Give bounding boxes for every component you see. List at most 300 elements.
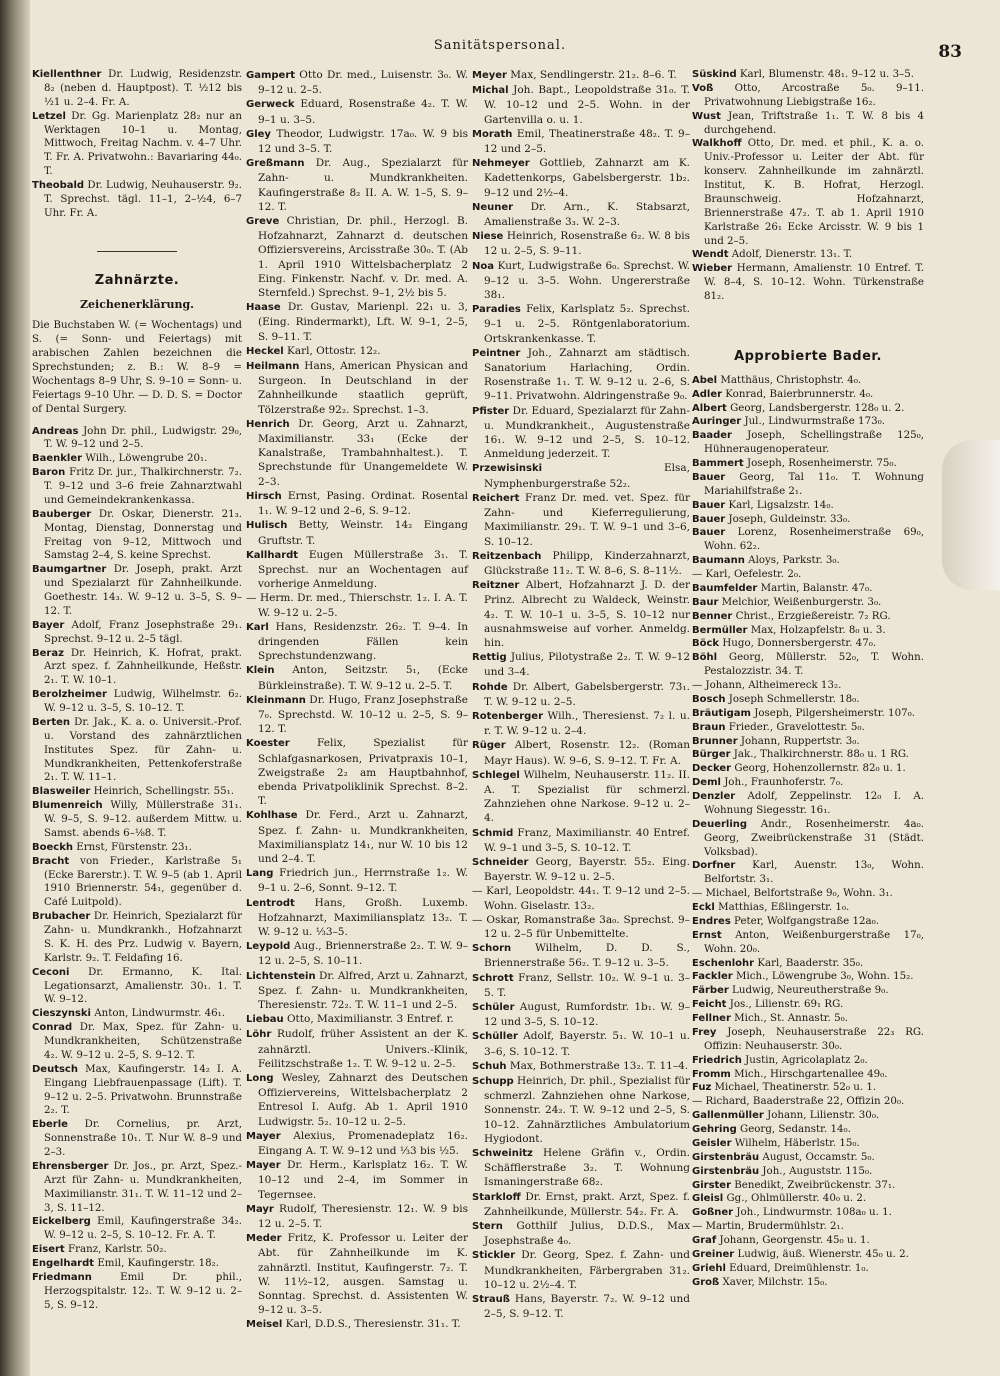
directory-entry: Denzler Adolf, Zeppelinstr. 12₀ I. A. Wohnung Siegesstr. 16₁. (692, 790, 924, 816)
dentist-list (692, 68, 924, 304)
directory-entry: Greve Christian, Dr. phil., Herzogl. B. Hofzahnarzt, Zahnarzt d. deutschen Offiziersvereins, Arcisstraße 30₀. T. (Ab 1. April 1910 Wittelsbacherplatz 2 Eing. Finkenstr. Nachf. v. Dr. med. A. Sternfeld.) Sprechst. 9–1, 2½ bis 5. (246, 215, 468, 300)
directory-entry: Fackler Mich., Löwengrube 3₀, Wohn. 15₂. (692, 970, 914, 983)
entry-surname: Süskind (692, 69, 737, 80)
directory-entry: Schüler August, Rumfordstr. 1b₁. W. 9–12 und 3–5, S. 10–12. (472, 1001, 690, 1029)
entry-surname: Leypold (246, 941, 291, 953)
entry-surname: Geisler (692, 1137, 732, 1149)
entry-surname: Paradies (472, 304, 521, 316)
entry-surname: Böhl (692, 652, 718, 664)
entry-surname: Schlegel (472, 769, 520, 781)
column-1 (32, 68, 242, 1313)
directory-entry: Bayer Adolf, Franz Josephstraße 29₁. Sprechst. 9–12 u. 2–5 tägl. (32, 618, 242, 645)
entry-surname: Gallenmüller (692, 1110, 764, 1122)
directory-entry: Peintner Joh., Zahnarzt am städtisch. Sanatorium Harlaching, Ordin. Rosenstraße 1₁. T. W. 9–12 u. 2–6, S. 9–11. Privatwohn. Aldringenstraße 9₀. (472, 346, 690, 403)
entry-surname: Przewisinski (472, 463, 543, 475)
entry-surname: Heckel (246, 345, 284, 357)
column-2 (246, 68, 468, 1333)
entry-surname: Gleisl (692, 1193, 724, 1205)
entry-surname: Bammert (692, 458, 744, 469)
entry-surname: Schorn (472, 943, 512, 955)
directory-entry: Gerweck Eduard, Rosenstraße 4₂. T. W. 9–1 u. 3–5. (246, 98, 468, 126)
entry-surname: Fuz (692, 1082, 712, 1094)
page-number: 83 (938, 42, 962, 62)
directory-entry: — Michael, Belfortstraße 9₀, Wohn. 3₁. (692, 887, 893, 900)
directory-entry: Heilmann Hans, American Physican and Surgeon. In Deutschland in der Zahnheilkunde staatlich geprüft, Tölzerstraße 92₂. Sprechst. 1–3. (246, 360, 468, 416)
entry-surname: Gampert (246, 70, 296, 81)
directory-entry: Fromm Mich., Hirschgartenallee 49₀. (692, 1067, 888, 1080)
directory-entry: Cieszynski Anton, Lindwurmstr. 46₁. (32, 1007, 225, 1020)
entry-surname: Berolzheimer (32, 689, 107, 701)
directory-entry: Deml Joh., Fraunhoferstr. 7₀. (692, 776, 844, 789)
entry-surname: Reitzner (472, 580, 520, 592)
entry-surname: Meyer (472, 70, 507, 81)
entry-surname: Bermüller (692, 624, 748, 636)
directory-entry: Bermüller Max, Holzapfelstr. 8₀ u. 3. (692, 623, 886, 636)
directory-entry: Reitzner Albert, Hofzahnarzt J. D. der Prinz. Albrecht zu Waldeck, Weinstr. 4₂. T. W. 10–1 u. 3–5, S. 10–12 nur ausnahmsweise auf vorher. Anmeldg. hin. (472, 579, 690, 649)
directory-entry: Böck Hugo, Donnersbergerstr. 47₀. (692, 637, 877, 650)
entry-surname: Eickelberg (32, 1216, 91, 1228)
directory-entry: Rüger Albert, Rosenstr. 12₂. (Roman Mayr Haus). W. 9–6, S. 9–12. T. Fr. A. (472, 739, 690, 767)
entry-surname: Noa (472, 260, 494, 272)
entry-surname: Walkhoff (692, 138, 742, 150)
entry-surname: Rettig (472, 652, 507, 664)
directory-entry: Baader Joseph, Schellingstraße 125₀, Hühneraugenoperateur. (692, 429, 924, 456)
directory-entry: Eickelberg Emil, Kaufingerstraße 34₂. W. 9–12 u. 2–5, S. 10–12. Fr. A. T. (32, 1215, 242, 1242)
directory-entry: Gley Theodor, Ludwigstr. 17a₀. W. 9 bis 12 und 3–5. T. (246, 127, 468, 156)
directory-entry: Baenkler Wilh., Löwengrube 20₁. (32, 452, 208, 465)
entry-surname: Henrich (246, 418, 290, 430)
directory-entry: Baur Melchior, Weißenburgerstr. 3₀. (692, 595, 882, 608)
dentist-list (472, 68, 690, 1321)
dentist-list (246, 68, 468, 1333)
directory-entry: Walkhoff Otto, Dr. med. et phil., K. a. o. Univ.-Professor u. Leiter der Abt. für konserv. Zahnheilkunde im zahnärztl. Institut, K. B. Hofrat, Herzogl. Braunschweig. Hofzahnarzt, Briennerstraße 47₂. T. ab 1. April 1910 Karlstraße 26₁ Ecke Arcisstr. W. 9 bis 1 und 2–5. (692, 137, 924, 247)
entry-surname: Meder (246, 1233, 282, 1245)
directory-entry: Boeckh Ernst, Fürstenstr. 23₁. (32, 840, 192, 853)
directory-entry: Starkloff Dr. Ernst, prakt. Arzt, Spez. f. Zahnheilkunde, Müllerstr. 54₂. Fr. A. (472, 1190, 690, 1218)
directory-entry: — Herm. Dr. med., Thierschstr. 1₂. I. A. T. W. 9–12 u. 2–5. (246, 592, 468, 619)
dentist-list (32, 425, 242, 1313)
directory-entry: Baumgartner Dr. Joseph, prakt. Arzt und Spezialarzt für Zahnheilkunde. Goethestr. 14₃. W. 9–12 u. 3–5, S. 9–12. T. (32, 563, 242, 617)
directory-entry: — Martin, Brudermühlstr. 2₁. (692, 1220, 844, 1233)
directory-entry: Haase Dr. Gustav, Marienpl. 22₁ u. 3, (Eing. Rindermarkt), Lft. W. 9–1, 2–5, S. 9–11. T. (246, 301, 468, 343)
entry-surname: Heilmann (246, 361, 300, 373)
directory-entry: — Johann, Altheimereck 13₂. (692, 679, 842, 691)
directory-entry: Stern Gotthilf Julius, D.D.S., Max Josephstraße 4₀. (472, 1220, 690, 1248)
entry-surname: Engelhardt (32, 1258, 95, 1269)
directory-entry: Adler Konrad, Baierbrunnerstr. 4₀. (692, 387, 874, 400)
directory-entry: Mayr Rudolf, Theresienstr. 12₁. W. 9 bis 12 u. 2–5. T. (246, 1202, 468, 1231)
directory-entry: Ernst Anton, Weißenburgerstraße 17₀, Wohn. 20₀. (692, 928, 924, 955)
entry-surname: Greve (246, 216, 280, 228)
entry-surname: Stickler (472, 1250, 516, 1262)
entry-surname: Voß (692, 82, 714, 94)
directory-entry: Mayer Dr. Herm., Karlsplatz 16₂. T. W. 10–12 und 2–4, im Sommer in Tegernsee. (246, 1159, 468, 1201)
directory-entry: Andreas John Dr. phil., Ludwigstr. 29₀, T. W. 9–12 und 2–5. (32, 424, 242, 451)
directory-entry: Dorfner Karl, Auenstr. 13₀, Wohn. Belfortstr. 3₁. (692, 859, 924, 886)
entry-surname: Ceconi (32, 966, 70, 978)
entry-surname: Deuerling (692, 818, 748, 830)
directory-entry: Conrad Dr. Max, Spez. für Zahn- u. Mundkrankheiten, Schützenstraße 4₂. W. 9–12 u. 2–5, S. 9–12. T. (32, 1021, 242, 1061)
page-edge (942, 440, 1000, 590)
directory-entry: Fellner Mich., St. Annastr. 5₀. (692, 1012, 848, 1024)
entry-surname: Stern (472, 1221, 503, 1233)
directory-entry: Przewisinski Elsa, Nymphenburgerstraße 52₂. (472, 462, 690, 490)
entry-surname: Bayer (32, 619, 65, 631)
entry-surname: Schmid (472, 827, 514, 839)
directory-entry: Niese Heinrich, Rosenstraße 6₂. W. 8 bis 12 u. 2–5, S. 9–11. (472, 230, 690, 258)
directory-entry: Deutsch Max, Kaufingerstr. 14₂ I. A. Eingang Liebfrauenpassage (Lift). T. 9–12 u. 2–5. Privatwohn. Brunnstraße 2₂. T. (32, 1062, 242, 1117)
directory-entry: Deuerling Andr., Rosenheimerstr. 4a₀. Georg, Zweibrückenstraße 31 (Städt. Volksbad). (692, 817, 924, 858)
entry-surname: Lang (246, 868, 274, 880)
directory-entry: Beraz Dr. Heinrich, K. Hofrat, prakt. Arzt spez. f. Zahnheilkunde, Heßstr. 2₁. T. W. 10–1. (32, 646, 242, 687)
entry-surname: Kohlhase (246, 810, 298, 822)
entry-surname: Blumenreich (32, 800, 103, 812)
entry-surname: Bracht (32, 855, 70, 867)
directory-entry: Noa Kurt, Ludwigstraße 6₀. Sprechst. W. 9–12 u. 3–5. Wohn. Ungererstraße 38₁. (472, 259, 690, 302)
directory-entry: Heckel Karl, Ottostr. 12₂. (246, 344, 381, 357)
directory-entry: Meisel Karl, D.D.S., Theresienstr. 31₁. T. (246, 1318, 461, 1331)
entry-surname: Fellner (692, 1013, 731, 1024)
directory-entry: Leypold Aug., Briennerstraße 2₂. T. W. 9–12 u. 2–5, S. 10–11. (246, 940, 468, 968)
directory-entry: Löhr Rudolf, früher Assistent an der K. zahnärztl. Univers.-Klinik, Feilitzschstraße 1₂. T. W. 9–12 u. 2–5. (246, 1028, 468, 1070)
entry-surname: Girstenbräu (692, 1165, 760, 1177)
directory-entry: Goßner Joh., Lindwurmstr. 108a₀ u. 1. (692, 1206, 892, 1219)
entry-surname: Mayer (246, 1160, 281, 1172)
entry-surname: Meisel (246, 1319, 283, 1331)
entry-surname: Böck (692, 638, 720, 650)
entry-surname: Strauß (472, 1294, 510, 1306)
entry-surname: Friedmann (32, 1271, 92, 1283)
directory-entry: — Richard, Baaderstraße 22, Offizin 20₀. (692, 1095, 905, 1108)
running-head: Sanitätspersonal. (433, 38, 567, 53)
directory-entry: Pfister Dr. Eduard, Spezialarzt für Zahn- u. Mundkrankheit., Augustenstraße 16₁. W. 9–12 und 2–5, S. 10–12. Anmeldung jederzeit. T. (472, 404, 690, 461)
entry-surname: Berten (32, 716, 71, 728)
entry-surname: Beraz (32, 647, 64, 659)
entry-surname: Goßner (692, 1207, 734, 1219)
directory-entry: Girster Benedikt, Zweibrückenstr. 37₁. (692, 1178, 896, 1191)
entry-surname: Schupp (472, 1076, 514, 1088)
directory-entry: Groß Xaver, Milchstr. 15₀. (692, 1275, 828, 1288)
entry-surname: Graf (692, 1235, 717, 1246)
entry-surname: Brubacher (32, 911, 91, 923)
entry-surname: Bauer (692, 499, 726, 511)
entry-surname: Ernst (692, 929, 722, 941)
directory-entry: Griehl Eduard, Dreimühlenstr. 1₀. (692, 1261, 869, 1274)
directory-entry: Strauß Hans, Bayerstr. 7₂. W. 9–12 und 2–5, S. 9–12. T. (472, 1293, 690, 1321)
entry-surname: Deutsch (32, 1063, 78, 1075)
directory-entry: Baumann Aloys, Parkstr. 3₀. (692, 554, 840, 567)
entry-surname: Letzel (32, 110, 66, 122)
directory-entry: Girstenbräu Joh., Auguststr. 115₀. (692, 1164, 873, 1177)
directory-entry: Süskind Karl, Blumenstr. 48₁. 9–12 u. 3–5. (692, 68, 914, 80)
entry-surname: Karl (246, 621, 269, 633)
entry-surname: Kallhardt (246, 549, 299, 561)
directory-entry: Bauer Lorenz, Rosenheimerstraße 69₀, Wohn. 62₂. (692, 526, 924, 553)
directory-entry: Bosch Joseph Schmellerstr. 18₀. (692, 692, 860, 705)
directory-entry: Rohde Dr. Albert, Gabelsbergerstr. 73₁. T. W. 9–12 u. 2–5. (472, 680, 690, 708)
entry-surname: Nehmeyer (472, 158, 530, 170)
entry-surname: Neuner (472, 201, 514, 213)
entry-surname: Bräutigam (692, 707, 751, 719)
directory-entry: Friedrich Justin, Agricolaplatz 2₀. (692, 1053, 868, 1066)
entry-surname: Boeckh (32, 841, 73, 853)
directory-entry: Bauer Georg, Tal 11₀. T. Wohnung Mariahilfstraße 2₁. (692, 470, 924, 497)
directory-entry: Fuz Michael, Theatinerstr. 52₀ u. 1. (692, 1081, 877, 1094)
legend-title: Zeichenerklärung. (80, 297, 194, 311)
directory-entry: Abel Matthäus, Christophstr. 4₀. (692, 373, 862, 386)
directory-entry: Engelhardt Emil, Kaufingerstr. 18₂. (32, 1257, 220, 1269)
entry-surname: Theobald (32, 180, 85, 191)
directory-entry: Auringer Jul., Lindwurmstraße 173₀. (692, 415, 885, 428)
entry-surname: Fackler (692, 971, 733, 983)
barber-list (692, 374, 924, 1290)
directory-entry: Schneider Georg, Bayerstr. 55₂. Eing. Bayerstr. W. 9–12 u. 2–5. (472, 855, 690, 884)
directory-entry: Schuh Max, Bothmerstraße 13₂. T. 11–4. (472, 1059, 689, 1072)
directory-entry: Karl Hans, Residenzstr. 26₂. T. 9–4. In dringenden Fällen kein Sprechstundenzwang. (246, 620, 468, 663)
directory-entry: — Oskar, Romanstraße 3a₀. Sprechst. 9–12 u. 2–5 für Unbemittelte. (472, 913, 690, 940)
entry-surname: Baumfelder (692, 582, 758, 594)
directory-entry: Ceconi Dr. Ermanno, K. Ital. Legationsarzt, Amalienstr. 30₁. 1. T. W. 9–12. (32, 965, 242, 1006)
directory-entry: Frey Joseph, Neuhauserstraße 22₃ RG. Offizin: Neuhauserstr. 30₀. (692, 1025, 924, 1052)
directory-entry: Gampert Otto Dr. med., Luisenstr. 3₀. W. 9–12 u. 2–5. (246, 69, 468, 97)
directory-entry: Endres Peter, Wolfgangstraße 12a₀. (692, 914, 880, 927)
entry-surname: Blasweiler (32, 786, 91, 798)
entry-surname: Kleinmann (246, 694, 306, 706)
directory-entry: Braun Frieder., Gravelottestr. 5₀. (692, 720, 865, 733)
directory-entry: Long Wesley, Zahnarzt des Deutschen Offiziervereins, Wittelsbacherplatz 2 Entresol I. Aufg. Ab 1. April 1910 Ludwigstr. 5₂. 10–12 u. 2–5. (246, 1072, 468, 1128)
directory-entry: Gleisl Gg., Ohlmüllerstr. 40₀ u. 2. (692, 1192, 867, 1205)
directory-entry: Schüller Adolf, Bayerstr. 5₁. W. 10–1 u. 3–6, S. 10–12. T. (472, 1030, 690, 1058)
directory-entry: Schlegel Wilhelm, Neuhauserstr. 11₂. II. A. T. Spezialist für schmerzl. Zahnziehen ohne Narkose. 9–12 u. 2–4. (472, 768, 690, 825)
entry-surname: Rohde (472, 681, 508, 693)
entry-surname: Schüler (472, 1002, 515, 1013)
entry-surname: Eberle (32, 1119, 68, 1131)
entry-surname: Wendt (692, 249, 729, 261)
directory-entry: Bürger Jak., Thalkirchnerstr. 88₀ u. 1 RG. (692, 748, 909, 761)
entry-surname: Greßmann (246, 158, 305, 170)
entry-surname: Feicht (692, 999, 727, 1011)
directory-entry: Kleinmann Dr. Hugo, Franz Josephstraße 7₀. Sprechstd. W. 10–12 u. 2–5, S. 9–12. T. (246, 693, 468, 736)
directory-entry: Morath Emil, Theatinerstraße 48₂. T. 9–12 und 2–5. (472, 127, 690, 156)
directory-entry: Blasweiler Heinrich, Schellingstr. 55₁. (32, 785, 235, 798)
entry-surname: Kiellenthner (32, 69, 102, 80)
directory-entry: Schmid Franz, Maximilianstr. 40 Entref. W. 9–1 und 3–5, S. 10–12. T. (472, 826, 690, 854)
entry-surname: Conrad (32, 1022, 73, 1034)
directory-entry: Meder Fritz, K. Professor u. Leiter der Abt. für Zahnheilkunde im K. zahnärztl. Institut, Kaufingerstr. 7₂. T. W. 11½–12, ausgen. Samstag u. Sonntag. Sprechst. d. Assistenten W. 9–12 u. 3–5. (246, 1232, 468, 1317)
entry-surname: Long (246, 1073, 274, 1085)
directory-entry: Decker Georg, Hohenzollernstr. 82₀ u. 1. (692, 762, 906, 775)
section-title-dentists: Zahnärzte. (94, 272, 180, 288)
entry-surname: Bosch (692, 693, 726, 705)
directory-entry: Schrott Franz, Sellstr. 10₂. W. 9–1 u. 3–5. T. (472, 971, 690, 999)
directory-entry: Graf Johann, Georgenstr. 45₀ u. 1. (692, 1234, 870, 1246)
entry-surname: Schüller (472, 1031, 518, 1043)
entry-surname: Andreas (32, 425, 79, 437)
directory-entry: Kallhardt Eugen Müllerstraße 3₁. T. Sprechst. nur an Wochentagen auf vorherige Anmeldung. (246, 548, 468, 591)
entry-surname: Rotenberger (472, 710, 543, 722)
directory-entry: Bauer Karl, Ligsalzstr. 14₀. (692, 498, 834, 511)
directory-entry: Bauberger Dr. Oskar, Dienerstr. 21₃. Montag, Dienstag, Donnerstag und Freitag von 9–12, Mittwoch und Samstag 2–4, S. keine Sprechst. (32, 507, 242, 562)
directory-entry: Hulisch Betty, Weinstr. 14₂ Eingang Gruftstr. T. (246, 519, 468, 547)
directory-entry: Lichtenstein Dr. Alfred, Arzt u. Zahnarzt, Spez. f. Zahn- u. Mundkrankheiten, Theresienstr. 72₂. T. W. 11–1 und 2–5. (246, 969, 468, 1011)
entry-surname: Cieszynski (32, 1008, 91, 1020)
directory-entry: Kiellenthner Dr. Ludwig, Residenzstr. 8₂ (neben d. Hauptpost). T. ½12 bis ½1 u. 2–4. Fr. A. (32, 68, 242, 108)
directory-entry: Berten Dr. Jak., K. a. o. Universit.-Prof. u. Vorstand des zahnärztlichen Institutes Spez. für Zahn- u. Mundkrankheiten, Pettenkoferstraße 2₁. T. W. 11–1. (32, 715, 242, 784)
entry-surname: Löhr (246, 1029, 272, 1041)
entry-surname: Schneider (472, 856, 529, 868)
directory-entry: Bracht von Frieder., Karlstraße 5₁ (Ecke Barerstr.). T. W. 9–5 (ab 1. April 1910 Briennerstr. 54₁, gegenüber d. Café Luitpold). (32, 854, 242, 909)
entry-surname: Dorfner (692, 860, 736, 872)
entry-surname: Eckl (692, 902, 715, 913)
directory-entry: Albert Georg, Landsbergerstr. 128₀ u. 2. (692, 401, 905, 414)
directory-entry: Kohlhase Dr. Ferd., Arzt u. Zahnarzt, Spez. f. Zahn- u. Mundkrankheiten, Maximiliansplatz 14₁, nur W. 10 bis 12 und 2–4. T. (246, 809, 468, 865)
entry-surname: Lichtenstein (246, 970, 316, 982)
entry-surname: Reitzenbach (472, 550, 542, 562)
entry-surname: Färber (692, 985, 729, 997)
entry-surname: Lentrodt (246, 897, 295, 909)
directory-entry: Eckl Matthias, Eßlingerstr. 1₀. (692, 901, 850, 913)
entry-surname: Wieber (692, 263, 733, 275)
entry-surname: Auringer (692, 416, 742, 428)
directory-entry: Schorn Wilhelm, D. D. S., Briennerstraße 56₂. T. 9–12 u. 3–5. (472, 942, 690, 970)
entry-surname: Wust (692, 110, 721, 122)
directory-entry: Eberle Dr. Cornelius, pr. Arzt, Sonnenstraße 10₁. T. Nur W. 8–9 und 2–3. (32, 1118, 242, 1158)
entry-surname: Schweinitz (472, 1148, 533, 1160)
entry-surname: Peintner (472, 347, 521, 359)
entry-surname: Frey (692, 1026, 717, 1038)
directory-entry: Lang Friedrich jun., Herrnstraße 1₂. W. 9–1 u. 2–6, Sonnt. 9–12. T. (246, 867, 468, 895)
entry-surname: Brunner (692, 735, 738, 747)
directory-entry: Klein Anton, Seitzstr. 5₁, (Ecke Bürkleinstraße). T. W. 9–12 u. 2–5. T. (246, 664, 468, 692)
entry-surname: Baader (692, 430, 732, 442)
directory-entry: Bammert Joseph, Rosenheimerstr. 75₀. (692, 457, 897, 469)
directory-entry: — Karl, Leopoldstr. 44₁. T. 9–12 und 2–5. Wohn. Giselastr. 13₂. (472, 885, 690, 912)
directory-entry: Koester Felix, Spezialist für Schlafgasnarkosen, Privatpraxis 10–1, Zweigstraße 2₂ am Hauptbahnhof, ebenda Privatpoliklinik Sprechst. 8–2. T. (246, 737, 468, 808)
entry-surname: Ehrensberger (32, 1160, 109, 1172)
entry-surname: Greiner (692, 1248, 735, 1260)
entry-surname: Bauer (692, 471, 726, 483)
directory-entry: Stickler Dr. Georg, Spez. f. Zahn- und Mundkrankheiten, Färbergraben 31₂. 10–12 u. 2½–4. T. (472, 1249, 690, 1291)
entry-surname: Baron (32, 467, 66, 479)
directory-entry: Gehring Georg, Sedanstr. 14₀. (692, 1123, 851, 1135)
entry-surname: Bauer (692, 527, 726, 539)
directory-entry: Paradies Felix, Karlsplatz 5₂. Sprechst. 9–1 u. 2–5. Röntgenlaboratorium. Ortskrankenkasse. T. (472, 303, 690, 345)
directory-entry: Reitzenbach Philipp, Kinderzahnarzt, Glückstraße 11₂. T. W. 8–6, S. 8–11½. (472, 549, 690, 577)
entry-surname: Benner (692, 610, 733, 622)
directory-entry: Gallenmüller Johann, Lilienstr. 30₀. (692, 1109, 880, 1122)
entry-surname: Hulisch (246, 520, 288, 532)
entry-surname: Griehl (692, 1262, 726, 1274)
entry-surname: Morath (472, 128, 513, 140)
entry-surname: Albert (692, 402, 727, 414)
directory-entry: Wendt Adolf, Dienerstr. 13₁. T. (692, 248, 853, 261)
directory-entry: Nehmeyer Gottlieb, Zahnarzt am K. Kadettenkorps, Gabelsbergerstr. 1b₂. 9–12 und 2½–4. (472, 157, 690, 199)
legend-text: Die Buchstaben W. (= Wochentags) und S. (= Sonn- und Feiertags) mit arabischen Zahlen bezeichnen die Sprechstunden; z. B.: W. 8–9 = Wochentags 8–9 Uhr, S. 9–10 = Sonn- u. Feiertags 9–10 Uhr. — D. D. S. = Doctor of Dental Surgery. (32, 319, 242, 415)
directory-entry: Friedmann Emil Dr. phil., Herzogspitalstr. 12₂. T. W. 9–12 u. 2–5, S. 9–12. (32, 1270, 242, 1311)
entry-surname: Girstenbräu (692, 1151, 760, 1163)
directory-entry: Voß Otto, Arcostraße 5₀. 9–11. Privatwohnung Liebigstraße 16₂. (692, 81, 924, 108)
entry-surname: Hirsch (246, 490, 282, 502)
directory-entry: Henrich Dr. Georg, Arzt u. Zahnarzt, Maximilianstr. 33₁ (Ecke der Kanalstraße, Trambahnhaltest.). T. Sprechstunde für Unangemeldete W. 2–3. (246, 417, 468, 488)
directory-entry: Theobald Dr. Ludwig, Neuhauserstr. 9₂. T. Sprechst. tägl. 11–1, 2–½4, 6–7 Uhr. Fr. A. (32, 179, 242, 219)
entry-surname: Baumann (692, 555, 745, 567)
entry-surname: Koester (246, 738, 290, 750)
entry-surname: Haase (246, 302, 281, 314)
directory-entry: Brubacher Dr. Heinrich, Spezialarzt für Zahn- u. Mundkrankh., Hofzahnarzt S. K. H. des Prz. Ludwig v. Bayern, Karlstr. 9₂. T. Feldafing 16. (32, 910, 242, 964)
entry-surname: Eschenlohr (692, 957, 755, 969)
entry-surname: Michal (472, 85, 509, 97)
entry-surname: Bauberger (32, 508, 92, 520)
directory-entry: Rettig Julius, Pilotystraße 2₂. T. W. 9–12 und 3–4. (472, 651, 690, 679)
directory-entry: Bräutigam Joseph, Pilgersheimerstr. 107₀. (692, 706, 915, 719)
section-title-barbers: Approbierte Bader. (734, 348, 882, 364)
directory-entry: Geisler Wilhelm, Häberlstr. 15₀. (692, 1136, 860, 1149)
entry-surname: Mayer (246, 1130, 281, 1142)
column-4 (692, 68, 924, 1290)
physician-list-continued (32, 68, 242, 221)
book-gutter (0, 0, 30, 1376)
directory-entry: Ehrensberger Dr. Jos., pr. Arzt, Spez.-Arzt für Zahn- u. Mundkrankheiten, Maximilianstr. 31₁. T. W. 11–12 und 2–3, S. 11–12. (32, 1159, 242, 1214)
entry-surname: Abel (692, 374, 718, 386)
directory-entry: Rotenberger Wilh., Theresienst. 7₂ l. u. r. T. W. 9–12 u. 2–4. (472, 709, 690, 738)
directory-entry: Blumenreich Willy, Müllerstraße 31₁. W. 9–5, S. 9–12. außerdem Mittw. u. Samst. abends 6–⅛8. T. (32, 799, 242, 839)
entry-surname: Bürger (692, 749, 731, 761)
directory-entry: Bauer Joseph, Guldeinstr. 33₀. (692, 512, 851, 525)
entry-surname: Gerweck (246, 99, 295, 111)
entry-surname: Baumgartner (32, 564, 107, 576)
directory-entry: — Karl, Oefelestr. 2₀. (692, 568, 802, 580)
entry-surname: Groß (692, 1276, 720, 1288)
entry-surname: Deml (692, 777, 721, 789)
entry-surname: Endres (692, 915, 731, 927)
directory-entry: Lentrodt Hans, Großh. Luxemb. Hofzahnarzt, Maximiliansplatz 13₂. T. W. 9–12 u. ⅓3–5. (246, 896, 468, 938)
directory-entry: Greiner Ludwig, äuß. Wienerstr. 45₀ u. 2. (692, 1247, 909, 1260)
entry-surname: Gehring (692, 1124, 737, 1135)
entry-surname: Denzler (692, 791, 736, 802)
directory-entry: Neuner Dr. Arn., K. Stabsarzt, Amalienstraße 3₃. W. 2–3. (472, 200, 690, 229)
directory-entry: Wust Jean, Triftstraße 1₁. T. W. 8 bis 4 durchgehend. (692, 109, 924, 136)
directory-entry: Letzel Dr. Gg. Marienplatz 28₂ nur an Werktagen 10–1 u. Montag, Mittwoch, Freitag Nachm. v. 4–7 Uhr. T. Fr. A. Privatwohn.: Bavariaring 44₀. T. (32, 109, 242, 178)
entry-surname: Schrott (472, 972, 514, 984)
entry-surname: Bauer (692, 513, 726, 525)
section-spacer (692, 304, 924, 328)
entry-surname: Fromm (692, 1068, 731, 1080)
entry-surname: Reichert (472, 492, 520, 504)
directory-entry: Färber Ludwig, Neureutherstraße 9₀. (692, 984, 889, 997)
entry-surname: Eisert (32, 1244, 65, 1256)
directory-entry: Meyer Max, Sendlingerstr. 21₂. 8–6. T. (472, 69, 677, 81)
directory-entry: Feicht Jos., Lilienstr. 69₁ RG. (692, 998, 844, 1011)
directory-entry: Reichert Franz Dr. med. vet. Spez. für Zahn- und Kieferregulierung, Maximilianstr. 29₁. T. W. 9–1 und 3–6, S. 10–12. (472, 491, 690, 548)
directory-entry: Girstenbräu August, Occamstr. 5₀. (692, 1150, 875, 1163)
column-3 (472, 68, 690, 1321)
directory-entry: Wieber Hermann, Amalienstr. 10 Entref. T. W. 8–4, S. 10–12. Wohn. Türkenstraße 81₂. (692, 262, 924, 302)
entry-surname: Klein (246, 665, 275, 677)
directory-entry: Liebau Otto, Maximilianstr. 3 Entref. r. (246, 1013, 454, 1026)
directory-entry: Baumfelder Martin, Balanstr. 47₀. (692, 581, 873, 594)
directory-entry: Eisert Franz, Karlstr. 50₂. (32, 1243, 167, 1256)
entry-surname: Pfister (472, 405, 510, 417)
directory-entry: Mayer Alexius, Promenadeplatz 16₂. Eingang A. T. W. 9–12 und ⅓3 bis ½5. (246, 1129, 468, 1158)
entry-surname: Girster (692, 1179, 732, 1191)
section-divider (97, 251, 177, 252)
entry-surname: Niese (472, 231, 504, 243)
entry-surname: Schuh (472, 1060, 507, 1072)
entry-surname: Adler (692, 388, 723, 400)
entry-surname: Liebau (246, 1014, 284, 1026)
directory-entry: Michal Joh. Bapt., Leopoldstraße 31₀. T. W. 10–12 und 2–5. Wohn. in der Gartenvilla o. u. 1. (472, 84, 690, 126)
entry-surname: Friedrich (692, 1054, 742, 1066)
